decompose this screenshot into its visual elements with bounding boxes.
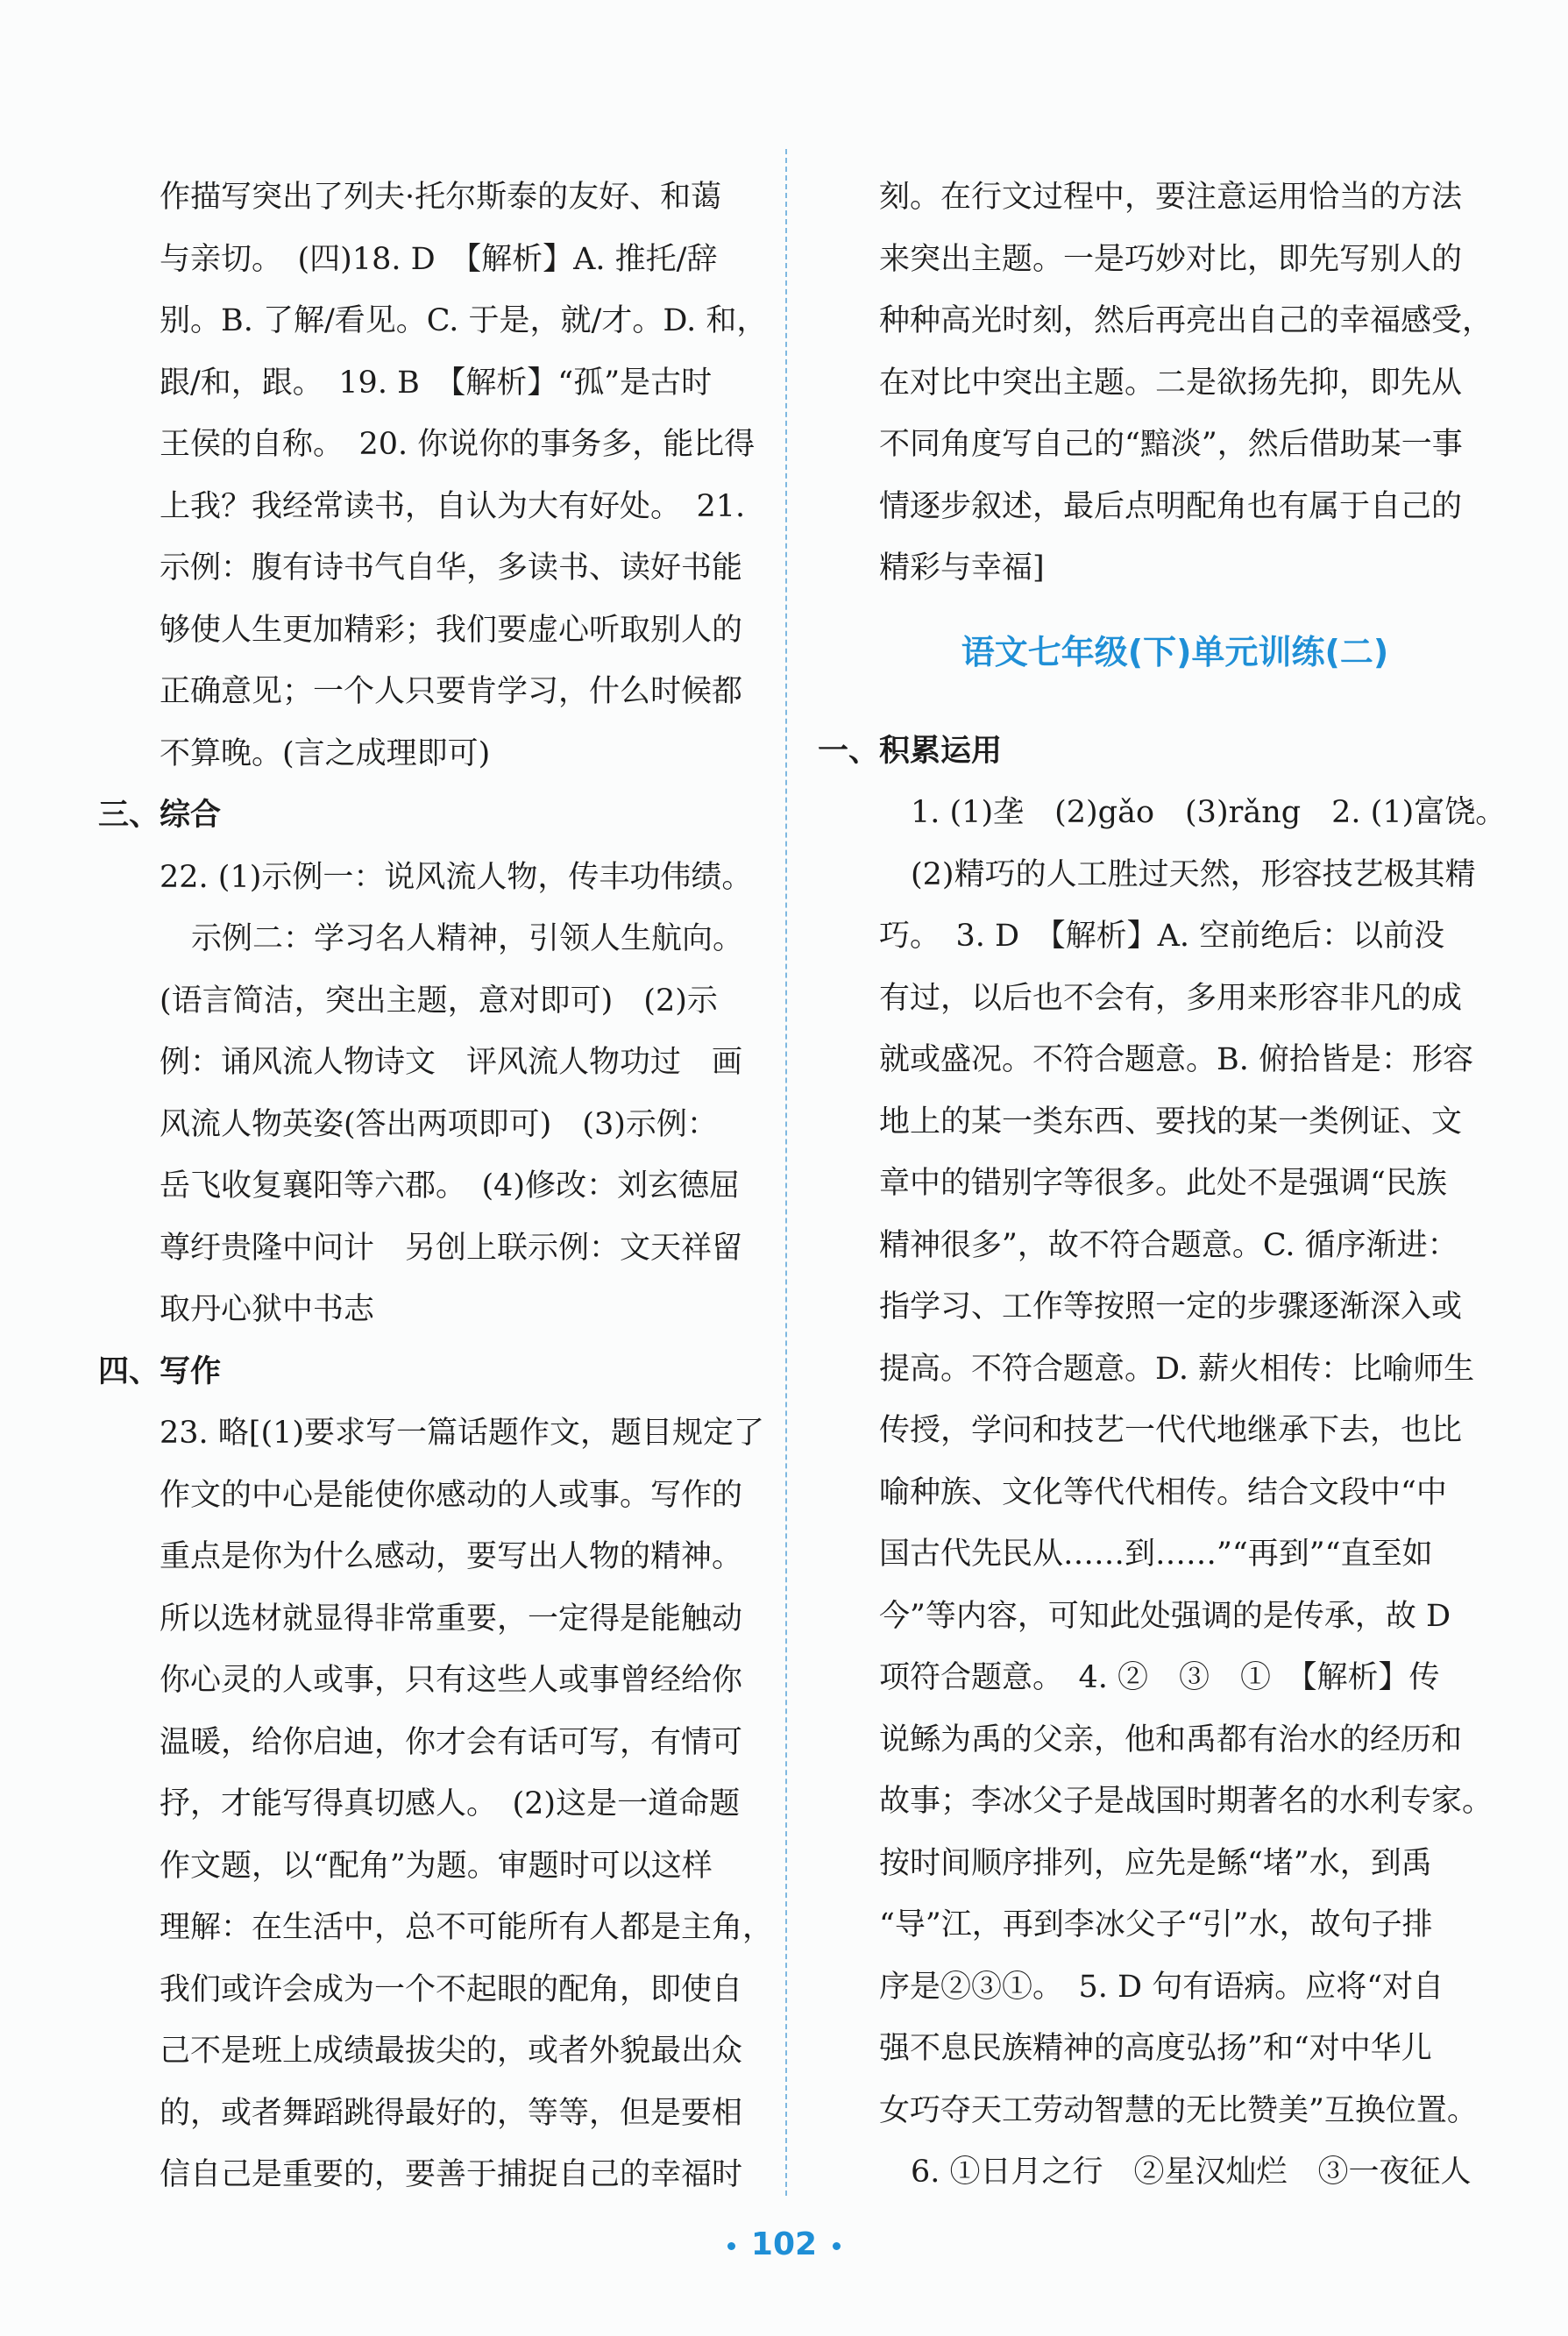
text-line: 正确意见；一个人只要肯学习，什么时候都 bbox=[160, 674, 743, 709]
text-line: 巧。 3. D 【解析】A. 空前绝后：以前没 bbox=[879, 919, 1445, 954]
text-line: 地上的某一类东西、要找的某一类例证、文 bbox=[879, 1104, 1463, 1140]
text-line: 岳飞收复襄阳等六郡。 (4)修改：刘玄德屈 bbox=[160, 1168, 741, 1204]
unit-title: 语文七年级(下)单元训练(二) bbox=[961, 632, 1389, 671]
text-line: 23. 略[(1)要求写一篇话题作文，题目规定了 bbox=[160, 1416, 765, 1451]
text-line: 王侯的自称。 20. 你说你的事务多，能比得 bbox=[160, 427, 756, 462]
text-line: (2)精巧的人工胜过天然，形容技艺极其精 bbox=[911, 856, 1476, 892]
text-line: 示例：腹有诗书气自华，多读书、读好书能 bbox=[160, 550, 743, 586]
text-line: 项符合题意。 4. ② ③ ① 【解析】传 bbox=[879, 1660, 1440, 1695]
text-line: 与亲切。 (四)18. D 【解析】A. 推托/辞 bbox=[160, 241, 718, 277]
text-line: 提高。不符合题意。D. 薪火相传：比喻师生 bbox=[879, 1351, 1475, 1387]
text-line: 在对比中突出主题。二是欲扬先抑，即先从 bbox=[879, 365, 1463, 401]
text-line: 喻种族、文化等代代相传。结合文段中“中 bbox=[879, 1474, 1447, 1510]
text-line: 章中的错别字等很多。此处不是强调“民族 bbox=[879, 1166, 1447, 1201]
page-number-dot-left bbox=[727, 2242, 735, 2250]
text-line: 跟/和，跟。 19. B 【解析】“孤”是古时 bbox=[160, 365, 713, 401]
text-line: 不算晚。(言之成理即可) bbox=[160, 735, 491, 771]
text-line: 序是②③①。 5. D 句有语病。应将“对自 bbox=[879, 1969, 1444, 2005]
section-heading-accumulation: 一、积累运用 bbox=[818, 733, 1003, 769]
text-line: 所以选材就显得非常重要，一定得是能触动 bbox=[160, 1601, 743, 1637]
text-line: 故事；李冰父子是战国时期著名的水利专家。 bbox=[879, 1784, 1494, 1819]
text-line: 国古代先民从……到……”“再到”“直至如 bbox=[879, 1537, 1433, 1572]
text-line: 作文的中心是能使你感动的人或事。写作的 bbox=[160, 1477, 743, 1513]
text-line: 重点是你为什么感动，要写出人物的精神。 bbox=[160, 1539, 743, 1574]
section-heading-comprehensive: 三、综合 bbox=[98, 798, 222, 833]
text-line: 来突出主题。一是巧妙对比，即先写别人的 bbox=[879, 241, 1463, 277]
text-line: 不同角度写自己的“黯淡”，然后借助某一事 bbox=[879, 427, 1463, 462]
text-line: 风流人物英姿(答出两项即可) (3)示例： bbox=[160, 1106, 718, 1142]
text-line: 指学习、工作等按照一定的步骤逐渐深入或 bbox=[879, 1289, 1463, 1324]
page-number-dot-right bbox=[833, 2242, 841, 2250]
text-line: 例：诵风流人物诗文 评风流人物功过 画 bbox=[160, 1045, 743, 1080]
text-line: 够使人生更加精彩；我们要虚心听取别人的 bbox=[160, 612, 743, 648]
text-line: 尊纡贵隆中问计 另创上联示例：文天祥留 bbox=[160, 1230, 743, 1266]
text-line: 理解：在生活中，总不可能所有人都是主角， bbox=[160, 1910, 774, 1945]
text-line: 精彩与幸福] bbox=[879, 550, 1045, 586]
text-line: 刻。在行文过程中，要注意运用恰当的方法 bbox=[879, 180, 1463, 215]
text-line: 精神很多”，故不符合题意。C. 循序渐进： bbox=[879, 1227, 1458, 1263]
text-line: 温暖，给你启迪，你才会有话可写，有情可 bbox=[160, 1724, 743, 1760]
right-column bbox=[818, 167, 1507, 2204]
text-line: 种种高光时刻，然后再亮出自己的幸福感受， bbox=[879, 303, 1494, 338]
text-line: 按时间顺序排列，应先是鲧“堵”水，到禹 bbox=[879, 1845, 1432, 1881]
text-line: 6. ①日月之行 ②星汉灿烂 ③一夜征人 bbox=[911, 2155, 1472, 2190]
text-line: 抒，才能写得真切感人。 (2)这是一道命题 bbox=[160, 1786, 741, 1821]
text-line: 1. (1)垄 (2)gǎo (3)rǎng 2. (1)富饶。 bbox=[911, 795, 1507, 830]
left-column bbox=[98, 167, 774, 2206]
text-line: 就或盛况。不符合题意。B. 俯拾皆是：形容 bbox=[879, 1042, 1473, 1077]
text-line: 有过，以后也不会有，多用来形容非凡的成 bbox=[879, 980, 1463, 1016]
text-line: (语言简洁，突出主题，意对即可) (2)示 bbox=[160, 983, 718, 1019]
text-line: 别。B. 了解/看见。C. 于是，就/才。D. 和， bbox=[160, 303, 768, 338]
text-line: 传授，学问和技艺一代代地继承下去，也比 bbox=[879, 1413, 1463, 1448]
text-line: 说鲧为禹的父亲，他和禹都有治水的经历和 bbox=[879, 1722, 1463, 1757]
text-line: “导”江，再到李冰父子“引”水，故句子排 bbox=[879, 1907, 1433, 1942]
text-line: 我们或许会成为一个不起眼的配角，即使自 bbox=[160, 1971, 743, 2007]
text-line: 22. (1)示例一：说风流人物，传丰功伟绩。 bbox=[160, 859, 753, 895]
text-line: 的，或者舞蹈跳得最好的，等等，但是要相 bbox=[160, 2095, 743, 2131]
text-line: 作描写突出了列夫·托尔斯泰的友好、和蔼 bbox=[160, 180, 722, 215]
page-number bbox=[0, 2226, 1568, 2262]
text-line: 强不息民族精神的高度弘扬”和“对中华儿 bbox=[879, 2031, 1432, 2066]
text-line: 情逐步叙述，最后点明配角也有属于自己的 bbox=[879, 488, 1463, 524]
page-number-text: 102 bbox=[750, 2226, 818, 2262]
column-divider bbox=[785, 149, 787, 2196]
text-line: 上我？我经常读书，自认为大有好处。 21. bbox=[160, 488, 746, 524]
text-line: 示例二：学习名人精神，引领人生航向。 bbox=[191, 921, 744, 956]
text-line: 己不是班上成绩最拔尖的，或者外貌最出众 bbox=[160, 2034, 743, 2069]
text-line: 你心灵的人或事，只有这些人或事曾经给你 bbox=[160, 1663, 743, 1698]
text-line: 作文题，以“配角”为题。审题时可以这样 bbox=[160, 1848, 713, 1884]
text-line: 取丹心狱中书志 bbox=[160, 1292, 375, 1327]
text-line: 信自己是重要的，要善于捕捉自己的幸福时 bbox=[160, 2157, 743, 2192]
text-line: 今”等内容，可知此处强调的是传承，故 D bbox=[879, 1598, 1451, 1634]
text-line: 女巧夺天工劳动智慧的无比赞美”互换位置。 bbox=[879, 2092, 1478, 2128]
section-heading-writing: 四、写作 bbox=[98, 1353, 222, 1389]
